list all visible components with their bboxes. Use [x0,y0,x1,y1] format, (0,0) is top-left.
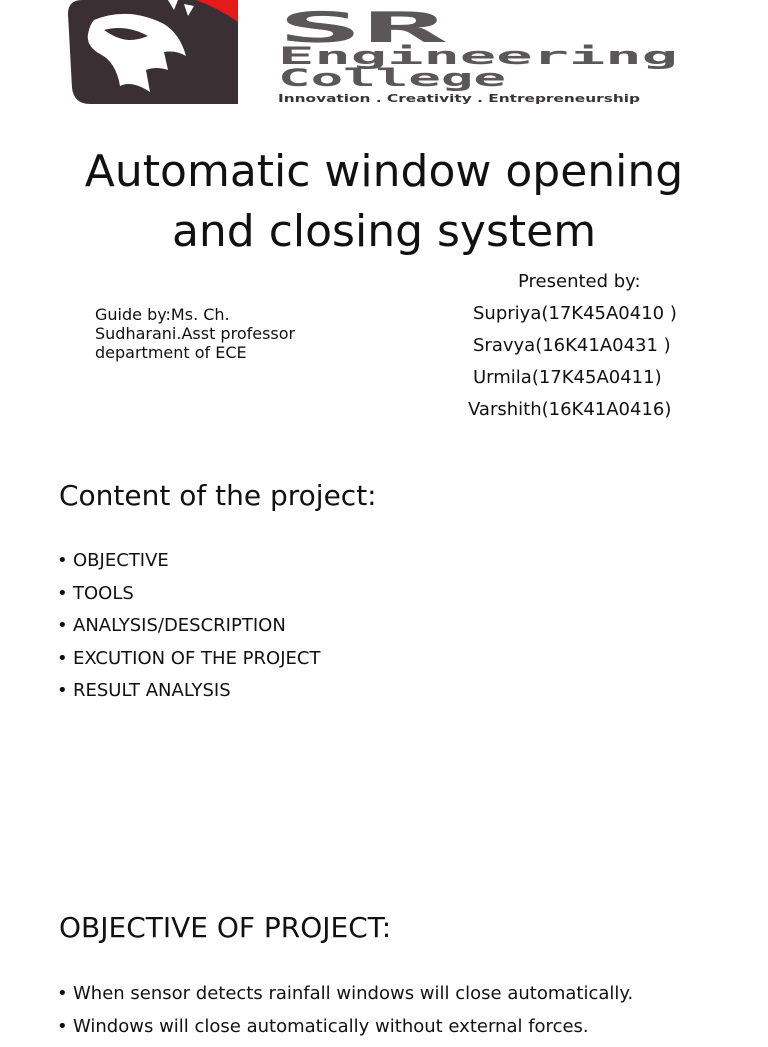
presenter-3: Urmila(17K45A0411) [473,366,662,390]
title-line-2: and closing system [0,202,768,262]
guide-line-2: Sudharani.Asst professor [95,324,355,343]
list-item: • TOOLS [57,582,320,615]
presenter-1: Supriya(17K45A0410 ) [473,302,677,326]
list-item: • Windows will close automatically without external forces. [57,1015,633,1047]
objective-heading: OBJECTIVE OF PROJECT: [59,910,391,946]
objective-list [57,982,633,1047]
list-item: • OBJECTIVE [57,549,320,582]
presented-by-label: Presented by: [518,270,641,294]
content-heading: Content of the project: [59,478,377,514]
logo-name-engineering: Engineering [278,42,678,70]
presenter-4: Varshith(16K41A0416) [468,398,671,422]
guide-line-1: Guide by:Ms. Ch. [95,305,355,324]
logo-tagline: Innovation . Creativity . Entrepreneurship [278,92,640,105]
list-item: • EXCUTION OF THE PROJECT [57,647,320,680]
page-title [0,142,768,262]
guide-line-3: department of ECE [95,343,355,362]
guide-info [95,305,355,362]
content-list [57,549,320,712]
list-item: • RESULT ANALYSIS [57,679,320,712]
logo-name-sr: SR [278,3,448,52]
logo-name-college: College [278,64,506,92]
title-line-1: Automatic window opening [0,142,768,202]
college-emblem-icon [68,0,238,104]
list-item: • When sensor detects rainfall windows will close automatically. [57,982,633,1015]
list-item: • ANALYSIS/DESCRIPTION [57,614,320,647]
presenter-2: Sravya(16K41A0431 ) [473,334,671,358]
college-logo-wordmark [276,8,696,108]
